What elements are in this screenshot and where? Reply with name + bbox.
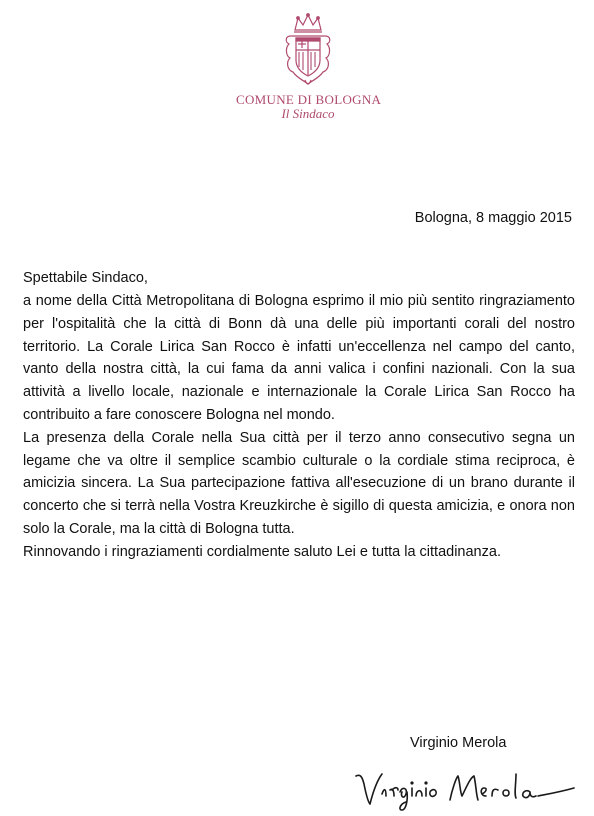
letterhead-ente: COMUNE DI BOLOGNA: [236, 92, 382, 107]
signer-name: Virginio Merola: [410, 735, 507, 751]
paragraph-3: Rinnovando i ringraziamenti cordialmente saluto Lei e tutta la cittadinanza.: [23, 543, 501, 560]
letter-body: [23, 290, 575, 564]
bologna-crest-logo: [283, 12, 333, 90]
date-line: Bologna, 8 maggio 2015: [414, 210, 572, 226]
letterhead-carica: Il Sindaco: [281, 106, 335, 121]
handwritten-signature: [352, 766, 582, 812]
paragraph-2: La presenza della Corale nella Sua città per il terzo anno consecutivo segna un legame che va oltre il semplice scambio culturale o la cordiale stima reciproca, è amicizia sincera. La Sua partecipazione fattiva all'esecuzione di un brano durante il concerto che si terrà nella Vostra Kreuzkirche è sigillo di questa amicizia, e onora non solo la Corale, ma la città di Bologna tutta.: [23, 429, 575, 537]
paragraph-1: a nome della Città Metropolitana di Bologna esprimo il mio più sentito ringraziamento per l'ospitalità che la città di Bonn dà una delle più importanti corali del nostro territorio. La Corale Lirica San Rocco è infatti un'eccellenza nel campo del canto, vanto della nostra città, la cui fama da anni valica i confini nazionali. Con la sua attività a livello locale, nazionale e internazionale la Corale Lirica San Rocco ha contribuito a fare conoscere Bologna nel mondo.: [23, 293, 575, 423]
salutation: Spettabile Sindaco,: [23, 270, 148, 286]
